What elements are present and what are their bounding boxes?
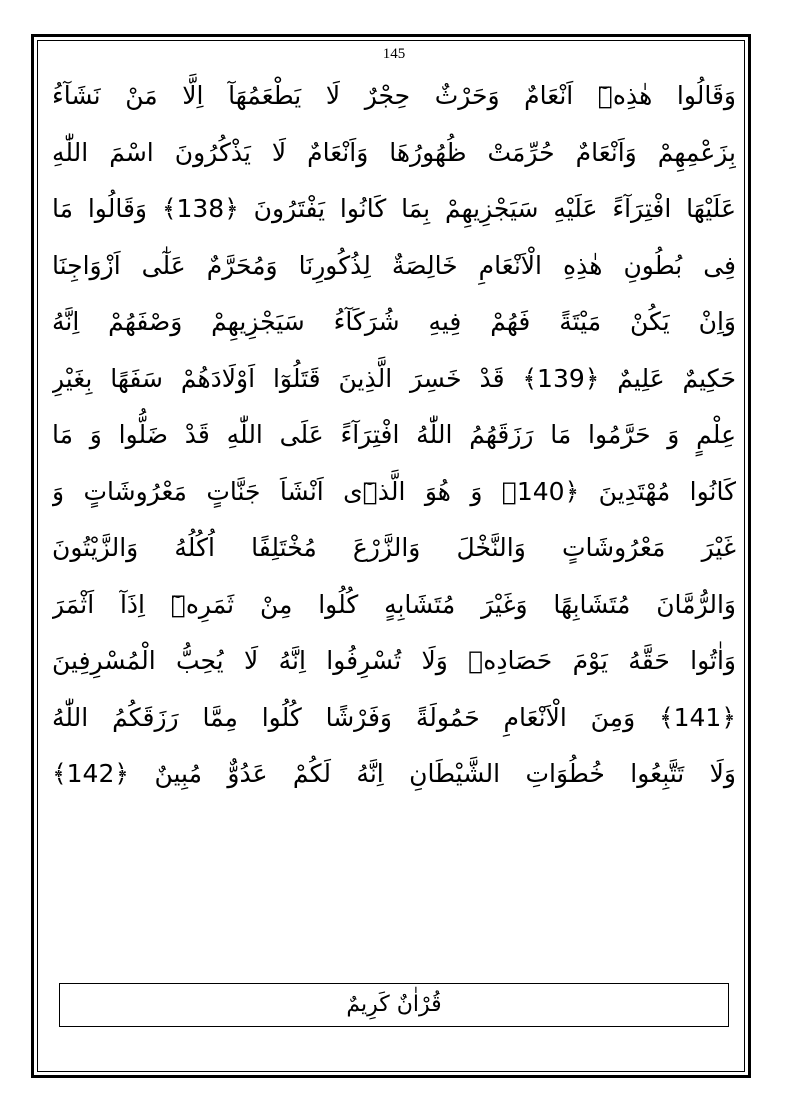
text-line: وَلَا تَتَّبِعُوا خُطُوَاتِ الشَّيْطَانِ اِنَّهُ لَكُمْ عَدُوٌّ مُبِينٌ ﴿142﴾ (52, 759, 736, 788)
text-line: عَلَيْهَا افْتِرَآءً عَلَيْهِ سَيَجْزِيهِمْ بِمَا كَانُوا يَفْتَرُونَ ﴿138﴾ وَقَالُوا مَا (52, 194, 736, 223)
text-line: كَانُوا مُهْتَدِينَ ﴿140﴾ وَ هُوَ الَّذٖٓى اَنْشَاَ جَنَّاتٍ مَعْرُوشَاتٍ وَ (52, 476, 736, 506)
text-line: غَيْرَ مَعْرُوشَاتٍ وَالنَّخْلَ وَالزَّرْعَ مُخْتَلِفًا اُكُلُهُ وَالزَّيْتُونَ (52, 533, 736, 562)
text-line: وَاٰتُوا حَقَّهُ يَوْمَ حَصَادِهٖ وَلَا تُسْرِفُوا اِنَّهُ لَا يُحِبُّ الْمُسْرِفِينَ (52, 646, 736, 675)
text-line: وَالرُّمَّانَ مُتَشَابِهًا وَغَيْرَ مُتَشَابِهٍ كُلُوا مِنْ ثَمَرِهٖٓ اِذَآ اَثْمَرَ (52, 589, 736, 619)
text-line: فِى بُطُونِ هٰذِهِ الْاَنْعَامِ خَالِصَةٌ لِذُكُورِنَا وَمُحَرَّمٌ عَلٰٓى اَزْوَاجِنَا (52, 250, 736, 280)
text-line: وَقَالُوا هٰذِهٖٓ اَنْعَامٌ وَحَرْثٌ حِجْرٌ لَا يَطْعَمُهَآ اِلَّا مَنْ نَشَآءُ (52, 81, 736, 110)
footer-title: قُرْاٰنٌ كَرِيمٌ (346, 992, 442, 1017)
footer-box (59, 983, 729, 1027)
text-line: ﴿141﴾ وَمِنَ الْاَنْعَامِ حَمُولَةً وَفَرْشًا كُلُوا مِمَّا رَزَقَكُمُ اللّٰهُ (52, 702, 736, 732)
text-line: وَاِنْ يَكُنْ مَيْتَةً فَهُمْ فِيهِ شُرَكَآءُ سَيَجْزِيهِمْ وَصْفَهُمْ اِنَّهُ (52, 307, 736, 336)
text-line: عِلْمٍ وَ حَرَّمُوا مَا رَزَقَهُمُ اللّٰهُ افْتِرَآءً عَلَى اللّٰهِ قَدْ ضَلُّوا وَ مَا (52, 420, 736, 449)
text-line: بِزَعْمِهِمْ وَاَنْعَامٌ حُرِّمَتْ ظُهُورُهَا وَاَنْعَامٌ لَا يَذْكُرُونَ اسْمَ اللّٰهِ (52, 137, 736, 167)
quran-text-block (52, 68, 736, 803)
text-line: حَكِيمٌ عَلِيمٌ ﴿139﴾ قَدْ خَسِرَ الَّذِينَ قَتَلُوٓا اَوْلَادَهُمْ سَفَهًا بِغَيْرِ (52, 363, 736, 393)
page-number: 145 (382, 46, 406, 62)
